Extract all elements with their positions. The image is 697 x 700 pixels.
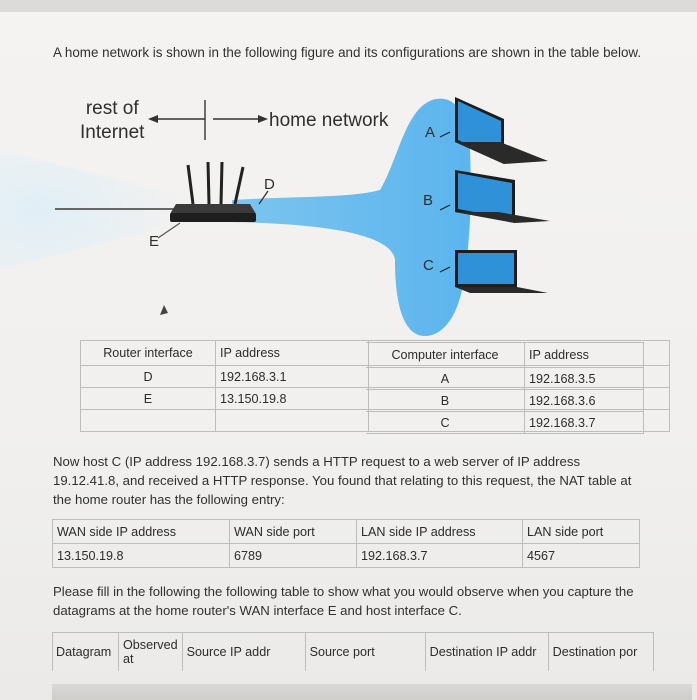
table-cell: 4567 [523,544,640,568]
table-cell: 192.168.3.7 [357,544,523,568]
computer-interface-table [366,342,644,434]
table-header: Observed at [119,633,183,672]
table-row [366,368,644,390]
table-row [53,520,640,544]
fill-instructions: Please fill in the following the following table to show what you would observe when you capture the datagrams at the home router's WAN interface E and host interface C. [53,584,634,618]
table-header: WAN side IP address [53,520,230,544]
table-row [366,343,644,368]
table-cell: 192.168.3.5 [525,368,644,390]
interface-d-label: D [264,176,275,193]
table-header: LAN side IP address [357,520,523,544]
rest-of-internet-label: rest of Internet [80,98,145,143]
table-row [53,633,654,672]
nat-table [52,519,640,568]
table-cell: 13.150.19.8 [53,544,230,568]
table-cell: A [366,368,525,390]
table-header: Computer interface [366,343,525,368]
table-header: IP address [525,343,644,368]
table-cell: 192.168.3.7 [525,412,644,434]
table-header: WAN side port [230,520,357,544]
table-row [53,544,640,568]
top-edge [0,0,697,12]
table-header: Router interface [81,341,216,366]
table-header: Source port [305,633,425,672]
table-row [366,412,644,434]
table-header: Destination por [548,633,653,672]
table-header: Datagram [53,633,119,672]
datagram-table [52,632,654,671]
table-cell: C [366,412,525,434]
table-header: Source IP addr [182,633,305,672]
intro-text: A home network is shown in the following figure and its configurations are shown in the table below. [53,45,642,60]
request-description: Now host C (IP address 192.168.3.7) sends a HTTP request to a web server of IP address 19.12.41.8, and received a HTTP response. You found that relating to this request, the NAT table at the home router has the following entry: [53,454,632,507]
next-row-edge [52,684,692,700]
internet-glow [0,150,185,270]
interface-e-label: E [149,233,160,250]
host-b-label: B [423,192,434,209]
arrow-right-icon [258,115,268,123]
table-cell: B [366,390,525,412]
laptop-c-icon [455,250,548,293]
host-c-label: C [423,257,434,274]
table-row [366,390,644,412]
host-a-label: A [425,124,436,141]
router-icon [170,162,256,222]
table-cell: 192.168.3.6 [525,390,644,412]
table-cell: D [81,366,216,388]
table-cell: 192.168.3.1 [216,366,369,388]
table-cell: 13.150.19.8 [216,388,369,410]
table-cell: E [81,388,216,410]
table-header: IP address [216,341,369,366]
arrow-left-icon [148,115,158,123]
table-header: Destination IP addr [425,633,548,672]
table-header: LAN side port [523,520,640,544]
table-cell: 6789 [230,544,357,568]
home-network-label: home network [269,110,389,131]
